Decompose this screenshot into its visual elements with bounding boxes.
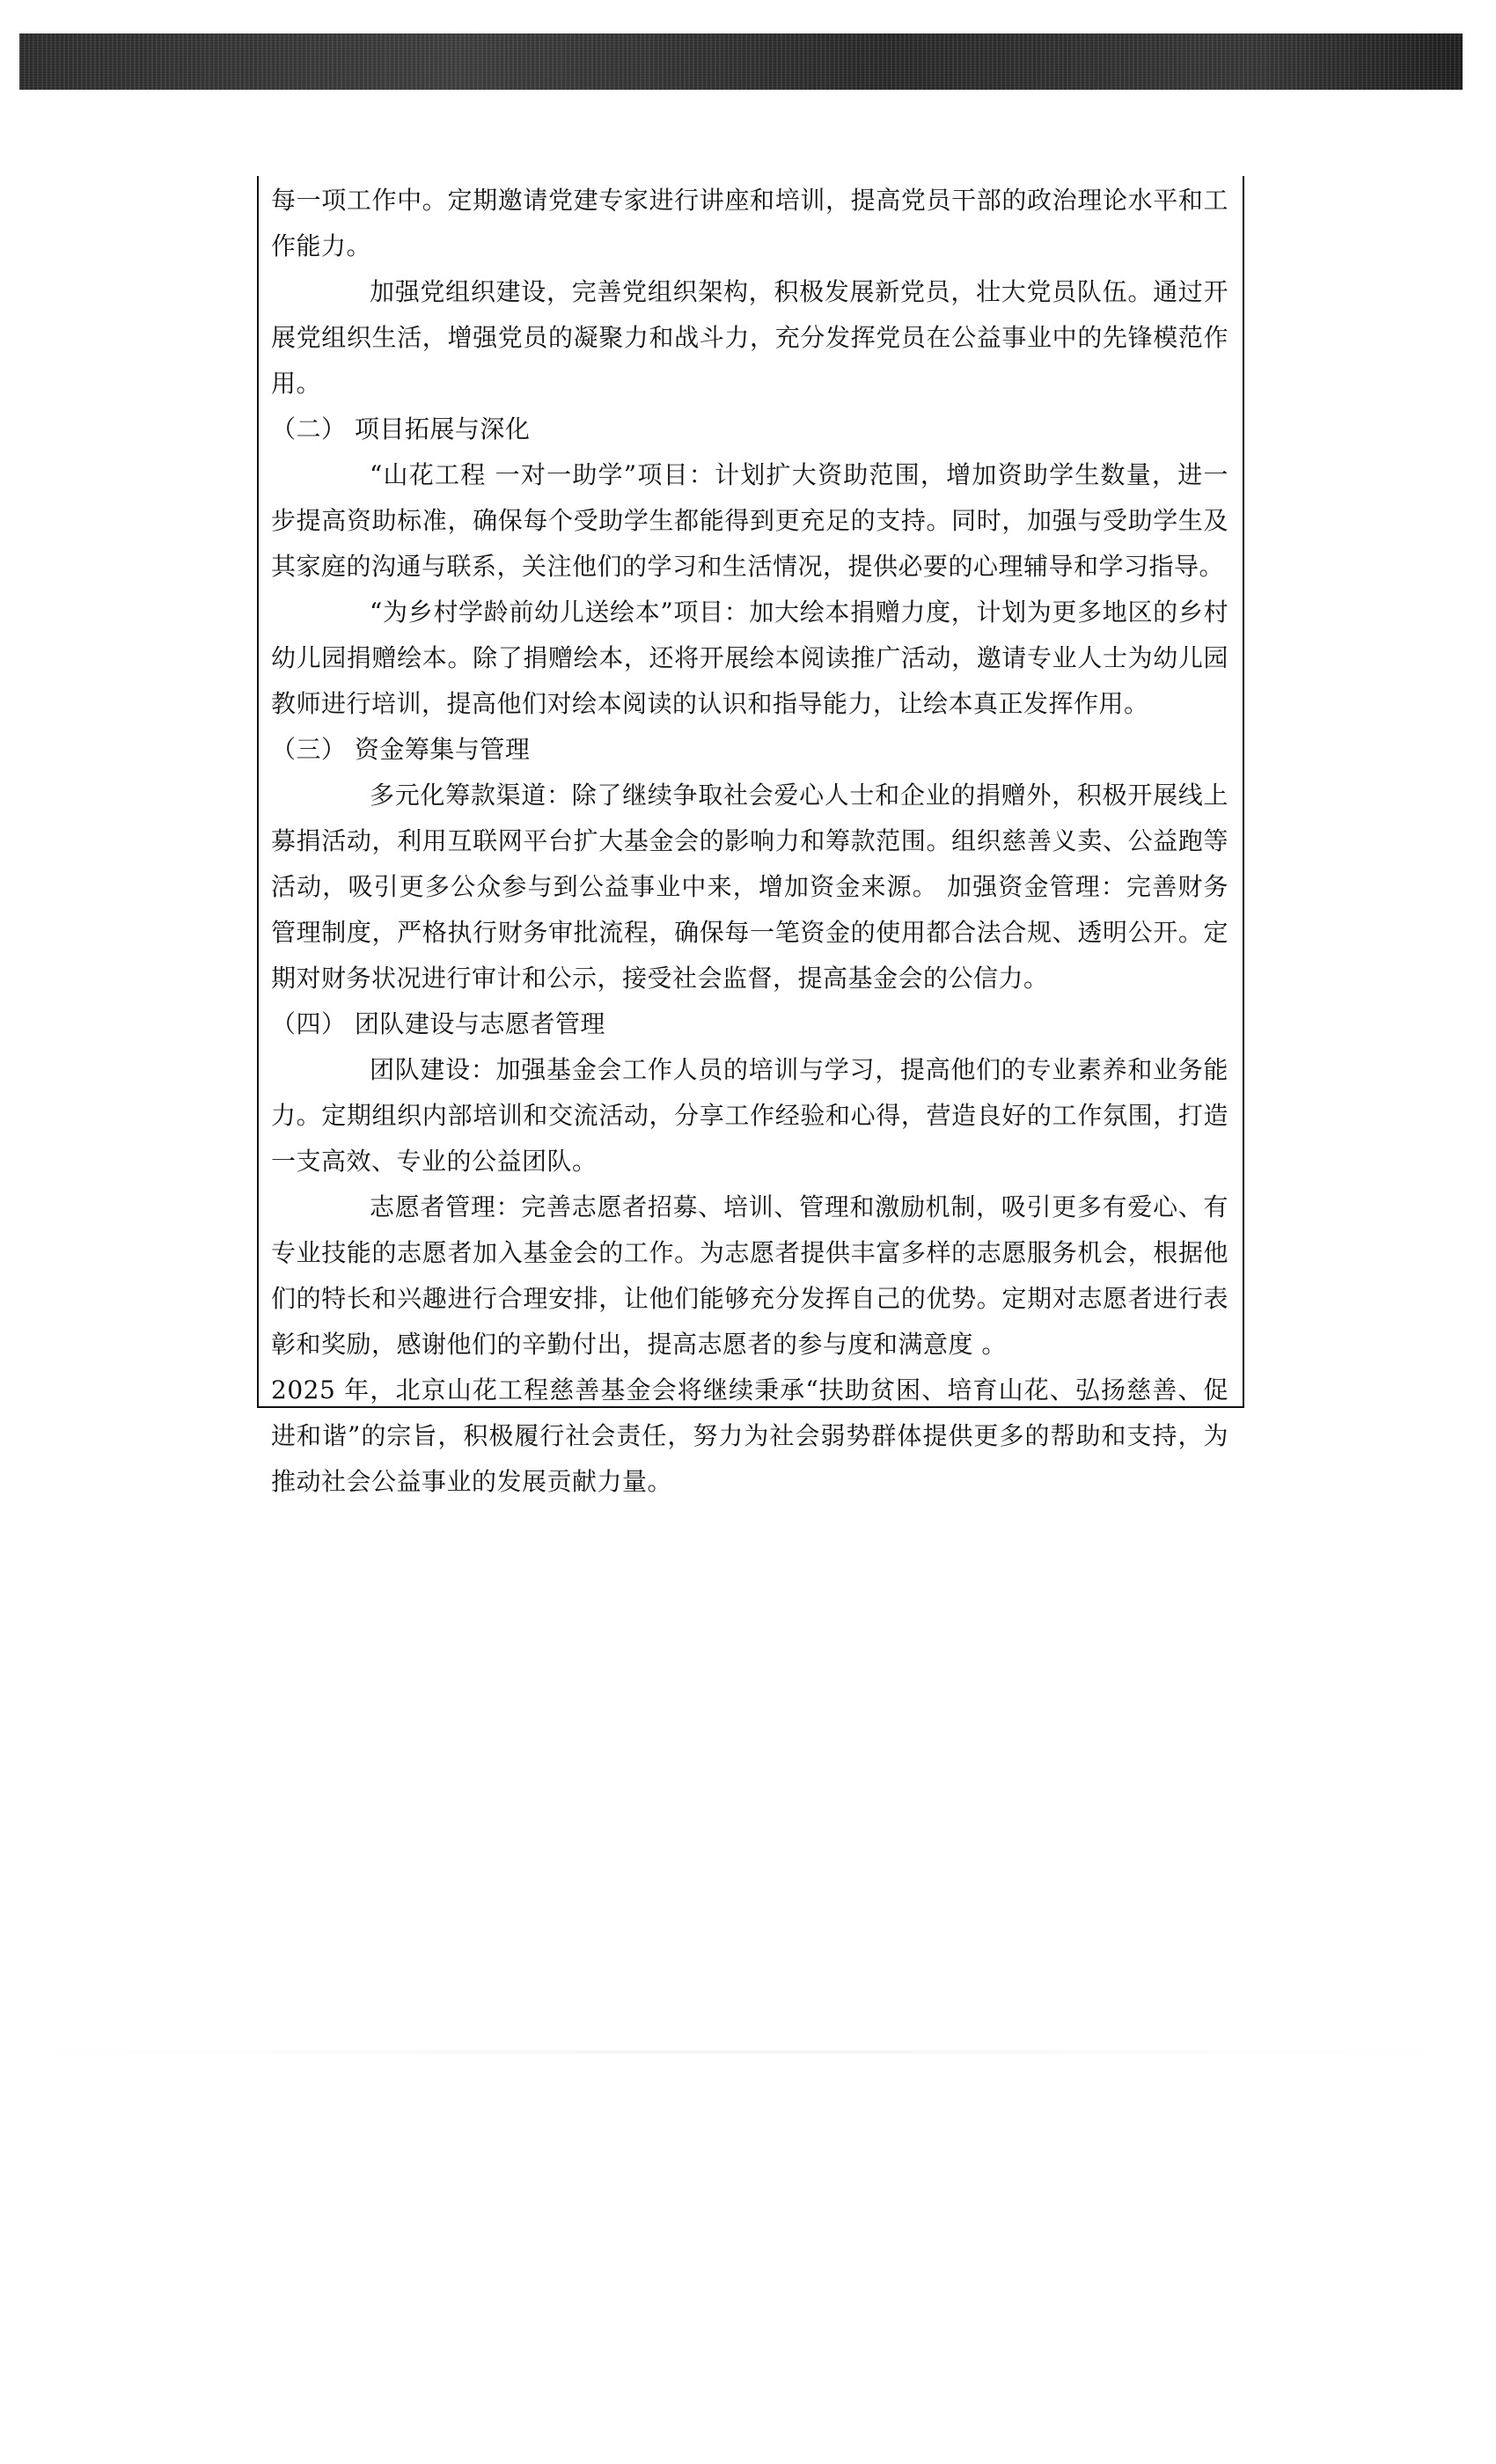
scan-page-edge xyxy=(19,2050,1463,2054)
document-table-cell xyxy=(257,176,1244,1496)
section-heading-team-volunteers: （四） 团队建设与志愿者管理 xyxy=(271,1009,605,1038)
paragraph-team-building: 团队建设：加强基金会工作人员的培训与学习，提高他们的专业素养和业务能力。定期组织内部培训和交流活动，分享工作经验和心得，营造良好的工作氛围，打造一支高效、专业的公益团队。 xyxy=(271,1055,1228,1176)
scan-header-bar xyxy=(19,33,1463,90)
paragraph-fundraising-channels: 多元化筹款渠道：除了继续争取社会爱心人士和企业的捐赠外，积极开展线上募捐活动，利用互联网平台扩大基金会的影响力和筹款范围。组织慈善义卖、公益跑等活动，吸引更多公众参与到公益事业中来，增加资金来源。 加强资金管理：完善财务管理制度，严格执行财务审批流程，确保每一笔资金的使用都合法合规、透明公开。定期对财务状况进行审计和公示，接受社会监督，提高基金会的公信力。 xyxy=(271,781,1228,993)
paragraph-party-training: 每一项工作中。定期邀请党建专家进行讲座和培训，提高党员干部的政治理论水平和工作能力。 xyxy=(271,186,1228,260)
paragraph-party-organization: 加强党组织建设，完善党组织架构，积极发展新党员，壮大党员队伍。通过开展党组织生活，增强党员的凝聚力和战斗力，充分发挥党员在公益事业中的先锋模范作用。 xyxy=(271,277,1228,398)
paragraph-one-on-one-aid: “山花工程 一对一助学”项目：计划扩大资助范围，增加资助学生数量，进一步提高资助标准，确保每个受助学生都能得到更充足的支持。同时，加强与受助学生及其家庭的沟通与联系，关注他们的学习和生活情况，提供必要的心理辅导和学习指导。 xyxy=(271,460,1228,581)
section-heading-project-expansion: （二） 项目拓展与深化 xyxy=(271,414,531,444)
section-heading-fundraising: （三） 资金筹集与管理 xyxy=(271,735,531,764)
paragraph-2025-summary: 2025 年，北京山花工程慈善基金会将继续秉承“扶助贫困、培育山花、弘扬慈善、促进和谐”的宗旨，积极履行社会责任，努力为社会弱势群体提供更多的帮助和支持，为推动社会公益事业的发展贡献力量。 xyxy=(271,1375,1228,1496)
paragraph-picture-books: “为乡村学龄前幼儿送绘本”项目：加大绘本捐赠力度，计划为更多地区的乡村幼儿园捐赠绘本。除了捐赠绘本，还将开展绘本阅读推广活动，邀请专业人士为幼儿园教师进行培训，提高他们对绘本阅读的认识和指导能力，让绘本真正发挥作用。 xyxy=(271,598,1228,718)
paragraph-volunteer-management: 志愿者管理：完善志愿者招募、培训、管理和激励机制，吸引更多有爱心、有专业技能的志愿者加入基金会的工作。为志愿者提供丰富多样的志愿服务机会，根据他们的特长和兴趣进行合理安排，让他们能够充分发挥自己的优势。定期对志愿者进行表彰和奖励，感谢他们的辛勤付出，提高志愿者的参与度和满意度 。 xyxy=(271,1192,1228,1359)
